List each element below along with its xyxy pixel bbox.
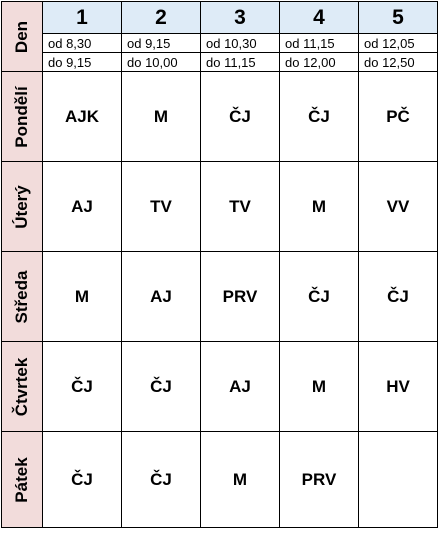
lesson-cell	[359, 432, 438, 528]
lesson-cell: TV	[122, 162, 201, 252]
lesson-cell: PRV	[201, 252, 280, 342]
period-to-5: do 12,50	[359, 53, 438, 72]
lesson-cell: TV	[201, 162, 280, 252]
lesson-cell: ČJ	[122, 342, 201, 432]
period-from-5: od 12,05	[359, 34, 438, 53]
lesson-cell: ČJ	[43, 342, 122, 432]
lesson-cell: M	[280, 162, 359, 252]
period-from-4: od 11,15	[280, 34, 359, 53]
day-row-monday	[2, 72, 438, 162]
lesson-cell: AJ	[43, 162, 122, 252]
day-row-thursday	[2, 342, 438, 432]
day-label-monday: Pondělí	[2, 72, 43, 162]
period-to-1: do 9,15	[43, 53, 122, 72]
period-number-3: 3	[201, 2, 280, 34]
period-from-row	[2, 34, 438, 53]
lesson-cell: M	[122, 72, 201, 162]
day-label-tuesday: Úterý	[2, 162, 43, 252]
timetable	[1, 1, 438, 528]
day-label-thursday: Čtvrtek	[2, 342, 43, 432]
period-to-row	[2, 53, 438, 72]
period-number-2: 2	[122, 2, 201, 34]
lesson-cell: ČJ	[280, 252, 359, 342]
period-number-4: 4	[280, 2, 359, 34]
lesson-cell: AJK	[43, 72, 122, 162]
period-from-1: od 8,30	[43, 34, 122, 53]
den-header-cell	[2, 2, 43, 72]
lesson-cell: PČ	[359, 72, 438, 162]
period-to-2: do 10,00	[122, 53, 201, 72]
lesson-cell: ČJ	[122, 432, 201, 528]
period-to-3: do 11,15	[201, 53, 280, 72]
lesson-cell: VV	[359, 162, 438, 252]
period-from-2: od 9,15	[122, 34, 201, 53]
lesson-cell: ČJ	[280, 72, 359, 162]
period-number-5: 5	[359, 2, 438, 34]
period-number-row	[2, 2, 438, 34]
period-to-4: do 12,00	[280, 53, 359, 72]
lesson-cell: M	[280, 342, 359, 432]
lesson-cell: AJ	[122, 252, 201, 342]
day-row-tuesday	[2, 162, 438, 252]
day-label-wednesday: Středa	[2, 252, 43, 342]
lesson-cell: HV	[359, 342, 438, 432]
lesson-cell: ČJ	[201, 72, 280, 162]
lesson-cell: ČJ	[43, 432, 122, 528]
lesson-cell: M	[201, 432, 280, 528]
lesson-cell: AJ	[201, 342, 280, 432]
day-row-friday	[2, 432, 438, 528]
lesson-cell: ČJ	[359, 252, 438, 342]
lesson-cell: M	[43, 252, 122, 342]
den-label: Den	[12, 20, 31, 53]
period-from-3: od 10,30	[201, 34, 280, 53]
period-number-1: 1	[43, 2, 122, 34]
lesson-cell: PRV	[280, 432, 359, 528]
day-row-wednesday	[2, 252, 438, 342]
day-label-friday: Pátek	[2, 432, 43, 528]
